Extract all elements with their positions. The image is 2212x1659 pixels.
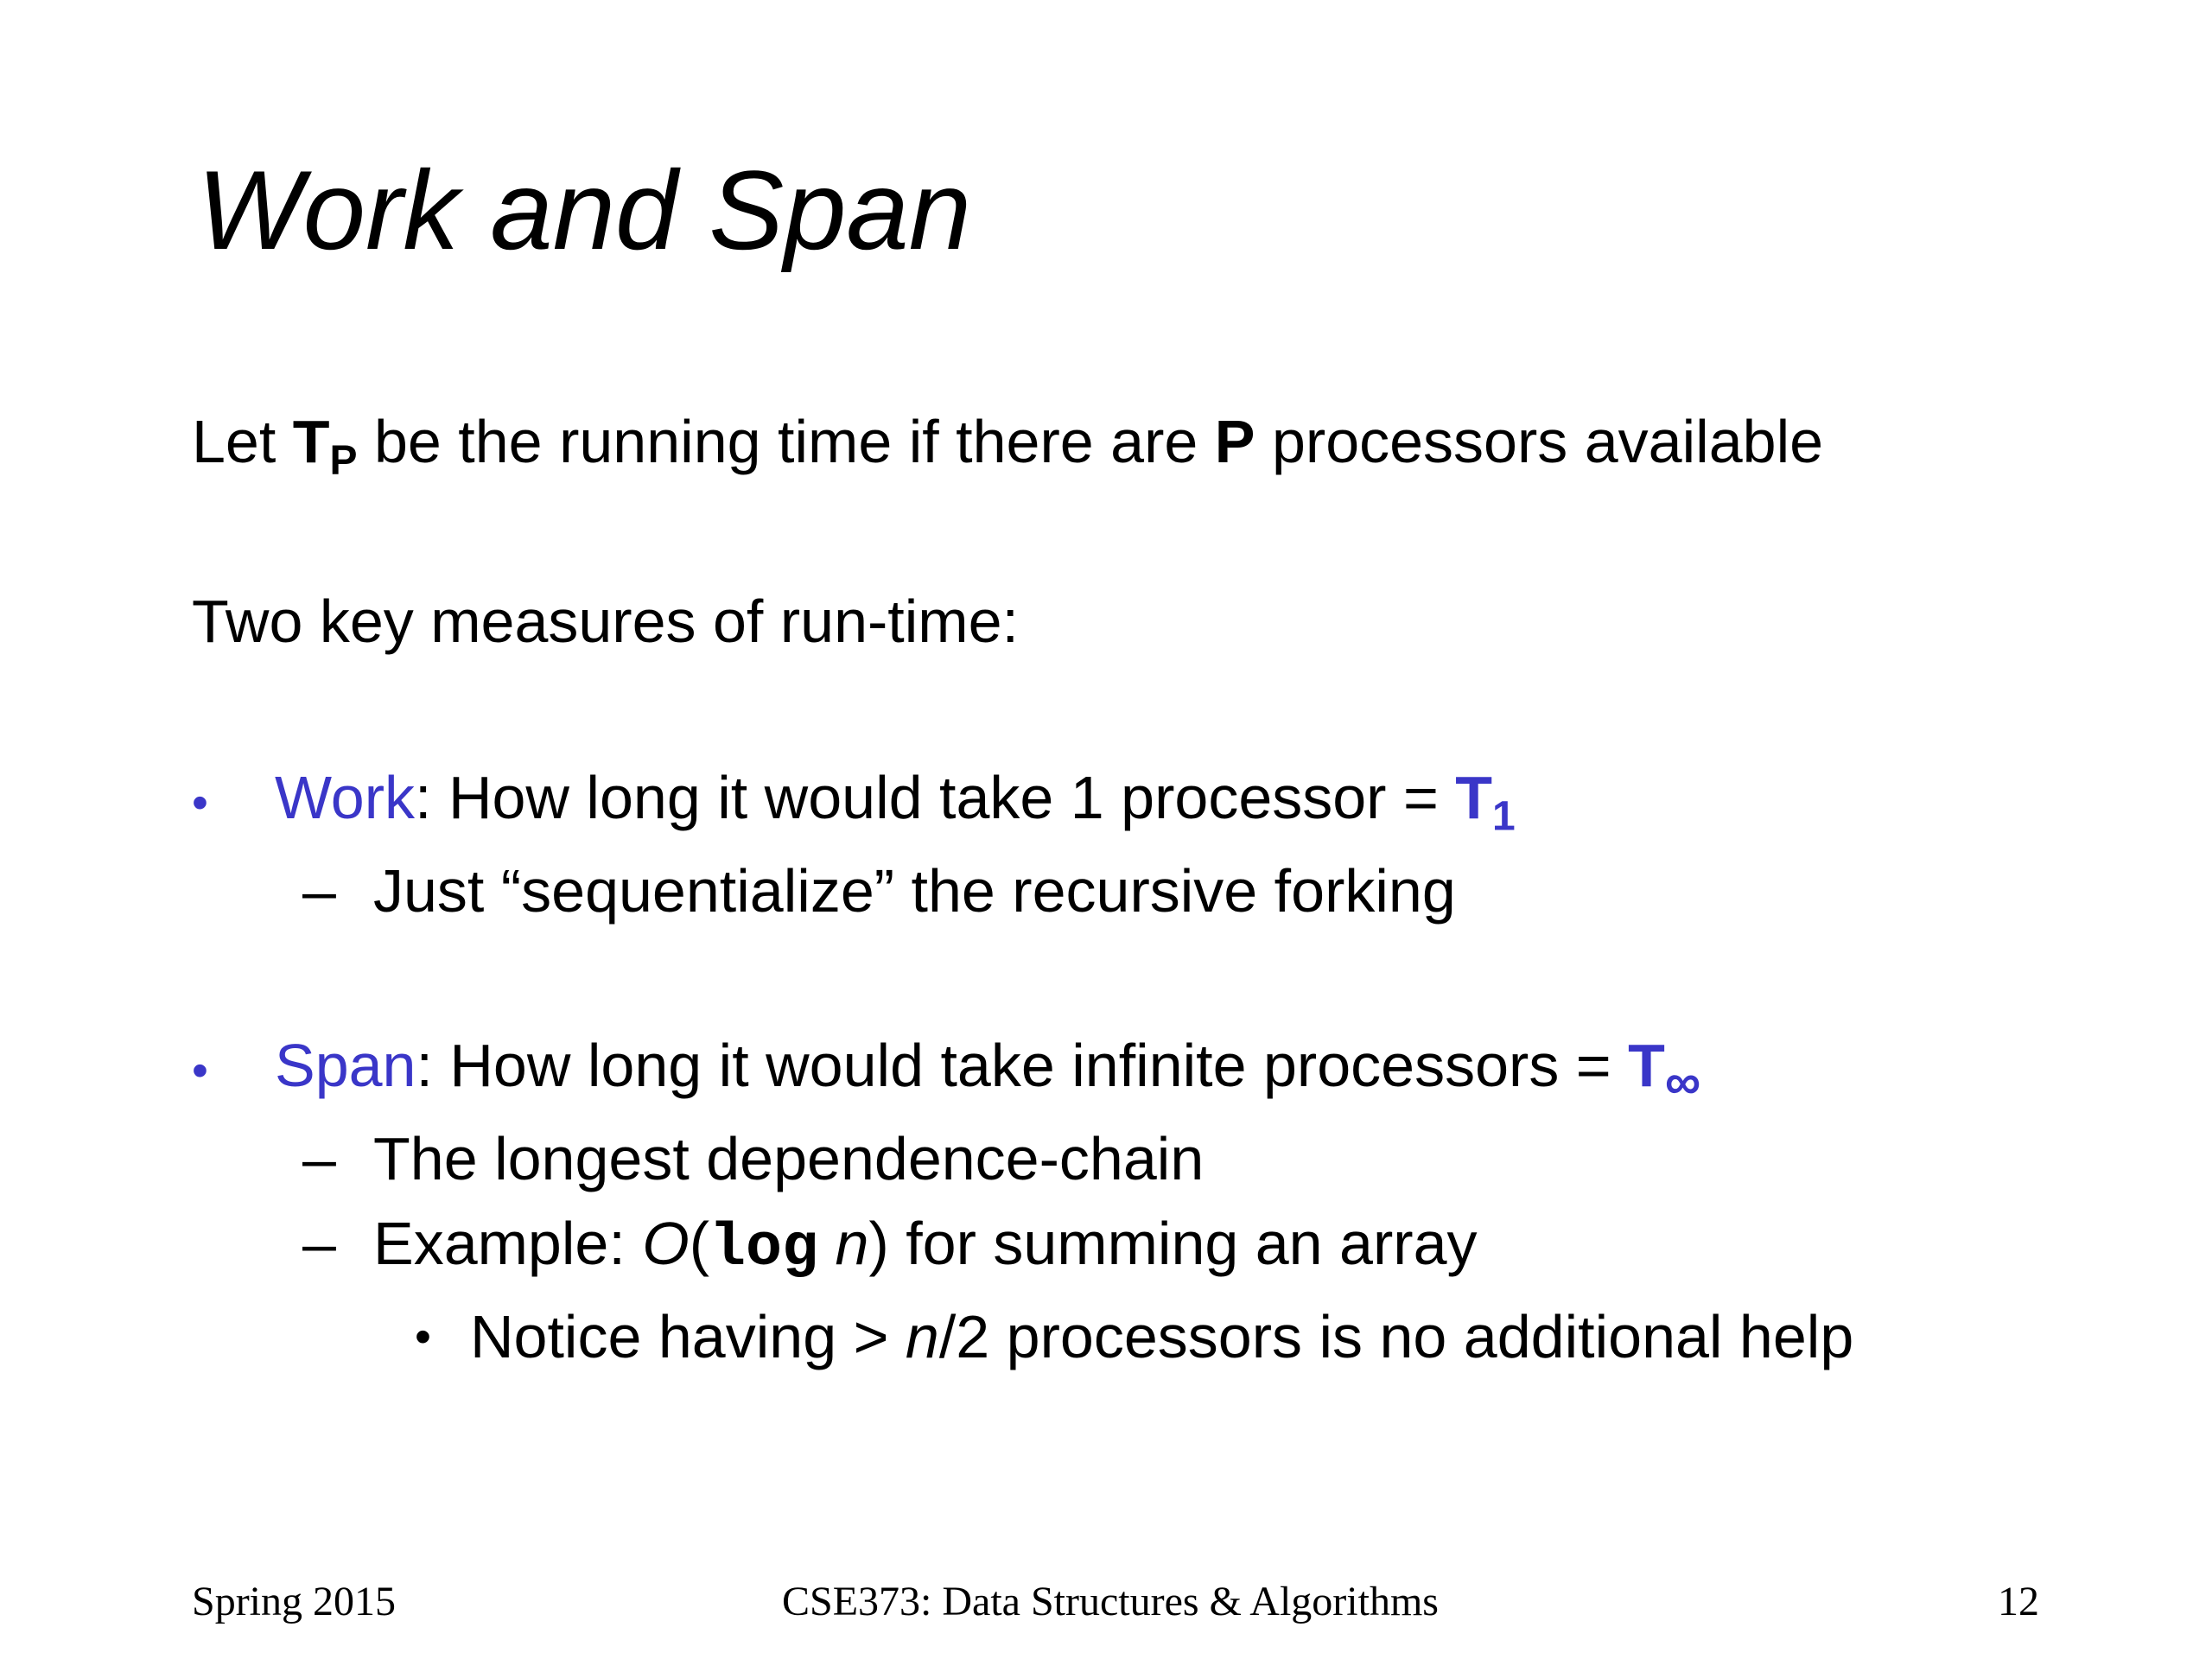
footer-term: Spring 2015 — [192, 1579, 397, 1624]
log-code: log — [709, 1215, 819, 1283]
span-text: : How long it would take infinite processors = — [416, 1032, 1629, 1099]
text-segment: Let — [192, 408, 293, 475]
span-subsubpoint — [470, 1303, 1854, 1370]
dash-icon: – — [302, 857, 336, 925]
p-subscript: P — [329, 437, 358, 484]
work-bullet — [275, 764, 1516, 840]
text-segment: for summing an array — [888, 1210, 1478, 1277]
work-subpoint: Just “sequentialize” the recursive forking — [373, 857, 1456, 925]
key-measures-heading: Two key measures of run-time: — [192, 588, 1019, 655]
span-subpoint-chain: The longest dependence-chain — [373, 1125, 1205, 1192]
paren: ) — [868, 1210, 889, 1277]
text-segment: /2 processors is no additional help — [938, 1303, 1854, 1370]
footer-course: CSE373: Data Structures & Algorithms — [782, 1579, 1439, 1624]
dash-icon: – — [302, 1210, 336, 1277]
n-variable: n — [835, 1210, 869, 1277]
space — [818, 1210, 835, 1277]
dash-icon: – — [302, 1125, 336, 1192]
paren: ( — [689, 1210, 710, 1277]
span-term: Span — [275, 1032, 416, 1099]
text-segment: Example: — [373, 1210, 643, 1277]
infinity-subscript: ∞ — [1664, 1053, 1701, 1110]
p-symbol: P — [1214, 408, 1255, 475]
span-bullet — [275, 1032, 1701, 1110]
bullet-icon: • — [192, 777, 208, 829]
t-letter: T — [292, 408, 330, 475]
slide-title: Work and Span — [197, 147, 972, 273]
running-time-definition — [192, 408, 1824, 484]
t-letter: T — [1455, 764, 1493, 831]
text-segment: Notice having > — [470, 1303, 906, 1370]
slide-number: 12 — [1998, 1579, 2039, 1624]
tp-symbol — [292, 408, 358, 484]
work-term: Work — [275, 764, 416, 831]
t1-symbol — [1455, 764, 1516, 840]
bullet-icon: • — [192, 1045, 208, 1096]
span-subpoint-example — [373, 1210, 1478, 1283]
text-segment: be the running time if there are — [357, 408, 1215, 475]
work-text: : How long it would take 1 processor = — [415, 764, 1456, 831]
n-variable: n — [905, 1303, 939, 1370]
tinf-symbol — [1628, 1032, 1701, 1110]
big-o: O — [642, 1210, 690, 1277]
text-segment: processors available — [1255, 408, 1824, 475]
t-letter: T — [1628, 1032, 1665, 1099]
bullet-icon: • — [415, 1311, 431, 1363]
one-subscript: 1 — [1492, 793, 1516, 840]
